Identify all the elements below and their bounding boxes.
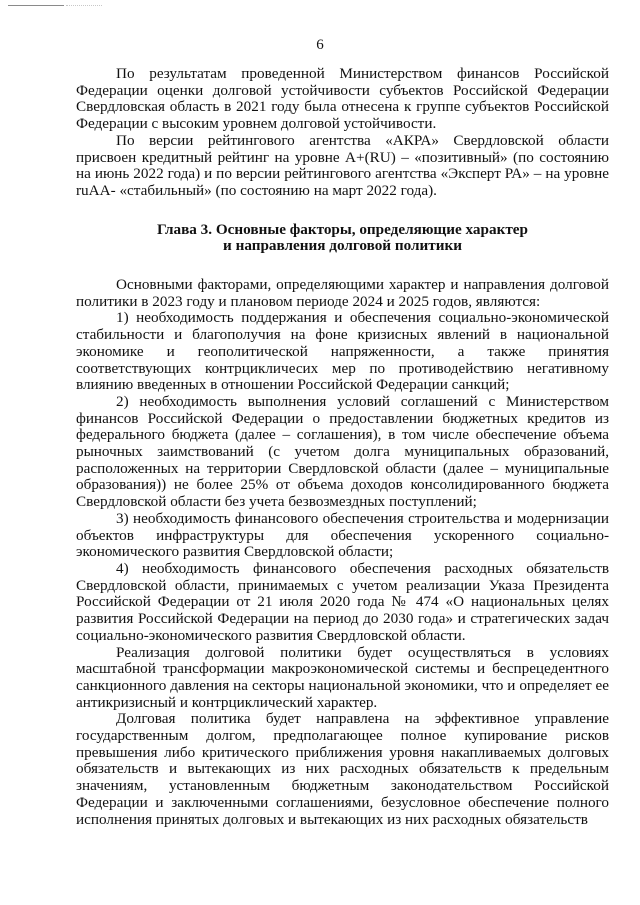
document-body <box>76 66 609 828</box>
chapter-title <box>76 222 609 255</box>
chapter-title-line-1: Глава 3. Основные факторы, определяющие характер <box>157 220 528 238</box>
list-item-factor-1: 1) необходимость поддержания и обеспечения социально-экономической стабильности и благополучия на фоне кризисных явлений в национальной экономике и геополитической напряженности, а также принятия соответствующих контрцикличесих мер по противодействию негативному влиянию введенных в отношении Российской Федерации санкций; <box>76 309 609 394</box>
list-item-factor-2: 2) необходимость выполнения условий соглашений с Министерством финансов Российской Федерации о предоставлении бюджетных кредитов из федерального бюджета (далее – соглашения), в том числе обеспечение объема рыночных заимствований (с учетом долга муниципальных образований, расположенных на территории Свердловской области (далее – муниципальные образования)) не более 25% от объема доходов консолидированного бюджета Свердловской области без учета безвозмездных поступлений; <box>76 392 609 511</box>
paragraph-credit-rating: По версии рейтингового агентства «АКРА» Свердловской области присвоен кредитный рейтинг на уровне А+(RU) – «позитивный» (по состоянию на июнь 2022 года) и по версии рейтингового агентства «Эксперт РА» – на уровне ruAA- «стабильный» (по состоянию на март 2022 года). <box>76 131 609 199</box>
list-item-factor-4: 4) необходимость финансового обеспечения расходных обязательств Свердловской области, принимаемых с учетом реализации Указа Президента Российской Федерации от 21 июля 2020 года № 474 «О национальных целях развития Российской Федерации на период до 2030 года» и стратегических задач социально-экономического развития Свердловской области. <box>76 559 609 644</box>
paragraph-debt-policy-direction: Долговая политика будет направлена на эффективное управление государственным долгом, предполагающее полное купирование рисков превышения либо критического приближения уровня накапливаемых долговых обязательств и вытекающих из них расходных обязательств к предельным значениям, установленным бюджетным законодательством Российской Федерации и заключенными соглашениями, безусловное обеспечение полного исполнения принятых долговых и вытекающих из них расходных обязательств <box>76 710 609 828</box>
header-rule <box>8 5 64 6</box>
paragraph-policy-implementation: Реализация долговой политики будет осуществляться в условиях масштабной трансформации макроэкономической системы и беспрецедентного санкционного давления на секторы национальной экономики, что и определяет ее антикризисный и контрциклический характер. <box>76 643 609 711</box>
paragraph-debt-assessment: По результатам проведенной Министерством финансов Российской Федерации оценки долговой устойчивости субъектов Российской Федерации Свердловская область в 2021 году была отнесена к группе субъектов Российской Федерации с высоким уровнем долговой устойчивости. <box>76 65 609 133</box>
header-dotted-rule <box>66 5 102 6</box>
page-number: 6 <box>316 37 324 53</box>
list-item-factor-3: 3) необходимость финансового обеспечения строительства и модернизации объектов инфраструктуры для обеспечения ускоренного социально-экономического развития Свердловской области; <box>76 509 609 561</box>
chapter-title-line-2: и направления долговой политики <box>223 237 462 255</box>
paragraph-factors-intro: Основными факторами, определяющими характер и направления долговой политики в 2023 году и плановом периоде 2024 и 2025 годов, являются: <box>76 276 609 310</box>
